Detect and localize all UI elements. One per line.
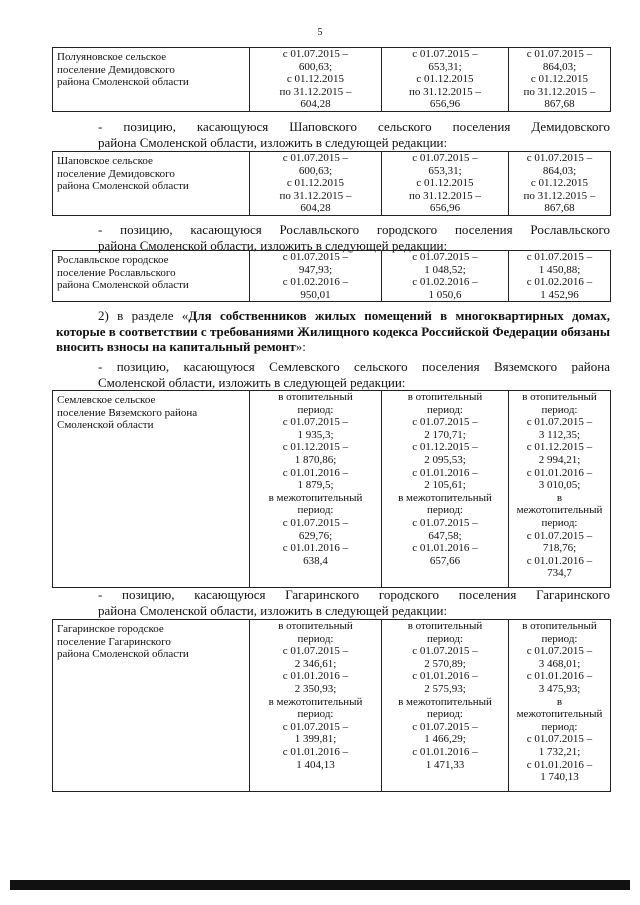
tariff-cell-col2 (382, 391, 509, 588)
tariff-line: 647,58; (428, 529, 462, 542)
tariff-line: в (556, 695, 563, 708)
tariff-cell-col2 (382, 48, 509, 112)
tariff-line: 867,68 (544, 98, 575, 111)
tariff-line: 638,4 (303, 554, 328, 567)
settlement-name-line: района Смоленской области (57, 76, 189, 89)
tariff-line: 1 879,5; (297, 479, 334, 492)
paragraph-line: Смоленской области, изложить в следующей редакции: (98, 374, 406, 390)
tariff-line: с 01.12.2015 (530, 177, 589, 190)
tariff-line: с 01.07.2015 – (526, 733, 593, 746)
settlement-name-line: Полуяновское сельское (57, 51, 167, 63)
tariff-line: 2 575,93; (424, 682, 466, 695)
tariff-line: с 01.01.2016 – (412, 542, 478, 555)
tariff-line: с 01.07.2015 – (282, 720, 349, 733)
tariff-line: с 01.07.2015 – (412, 48, 478, 60)
tariff-line: 1 050,6 (428, 288, 462, 301)
paragraph-line: - позицию, касающуюся Шаповского сельского поселения Демидовского (98, 119, 610, 134)
tariff-line: с 01.01.2016 – (412, 670, 478, 683)
tariff-line: с 01.01.2016 – (282, 745, 349, 758)
tariff-line: с 01.01.2016 – (526, 466, 593, 479)
tariff-line: в межотопительный (398, 491, 492, 504)
tariff-line: 867,68 (544, 202, 575, 215)
tariff-line: с 01.01.2016 – (282, 542, 349, 555)
tariff-line: период: (297, 708, 334, 721)
tariff-line: 2 346,61; (294, 657, 337, 670)
tariff-table-polyanovskoe (52, 47, 611, 112)
tariff-cell-col1 (250, 152, 382, 216)
tariff-line: по 31.12.2015 – (523, 85, 596, 98)
tariff-line: 656,96 (429, 202, 461, 215)
tariff-line: 2 994,21; (538, 453, 581, 466)
tariff-line: 600,63; (298, 164, 333, 177)
page-number: 5 (317, 27, 323, 38)
tariff-line: с 01.01.2016 – (412, 466, 478, 479)
settlement-name-cell (53, 251, 250, 302)
tariff-line: 653,31; (428, 60, 462, 73)
tariff-line: с 01.07.2015 – (282, 516, 349, 529)
paragraph-line: - позицию, касающуюся Рославльского городского поселения Рославльского (98, 222, 610, 237)
settlement-name-line: Семлевское сельское (57, 394, 156, 406)
tariff-line: период: (297, 632, 334, 645)
tariff-line: с 01.02.2016 – (282, 276, 349, 289)
settlement-name-line: Гагаринское городское (57, 623, 164, 635)
tariff-line: 1 450,88; (538, 263, 581, 276)
settlement-name-cell (53, 48, 250, 112)
tariff-line: в межотопительный (398, 695, 492, 708)
tariff-line: период: (427, 403, 463, 416)
settlement-name-cell (53, 152, 250, 216)
tariff-line: межотопительный (516, 504, 603, 517)
tariff-line: с 01.01.2016 – (282, 670, 349, 683)
tariff-line: с 01.12.2015 – (282, 441, 349, 454)
tariff-cell-col1 (250, 391, 382, 588)
tariff-line: с 01.07.2015 – (412, 416, 478, 429)
tariff-cell-col1 (250, 251, 382, 302)
settlement-name-line: поселение Рославльского (57, 266, 176, 279)
tariff-table-roslavlskoe (52, 250, 611, 302)
tariff-line: 656,96 (429, 98, 461, 111)
settlement-name-line: Шаповское сельское (57, 155, 153, 167)
tariff-line: по 31.12.2015 – (279, 189, 352, 202)
tariff-line: 864,03; (542, 60, 577, 73)
tariff-line: с 01.07.2015 – (282, 48, 349, 60)
tariff-line: 2 105,61; (424, 479, 466, 492)
tariff-table-semlevskoe (52, 390, 611, 588)
tariff-line: период: (541, 403, 578, 416)
tariff-line: 3 010,05; (538, 479, 581, 492)
tariff-line: с 01.07.2015 – (282, 152, 349, 164)
tariff-line: в отопительный (522, 391, 597, 403)
tariff-line: в (556, 491, 563, 504)
tariff-line: период: (297, 504, 334, 517)
paragraph-semlevskoe (56, 359, 610, 390)
tariff-line: 604,28 (300, 202, 331, 215)
settlement-name-line: поселение Демидовского (57, 63, 175, 76)
section-prefix: 2) в разделе « (98, 308, 189, 323)
tariff-line: с 01.12.2015 (416, 177, 474, 190)
tariff-line: 1 404,13 (296, 758, 335, 771)
tariff-line: межотопительный (516, 708, 603, 721)
tariff-line: 1 740,13 (540, 771, 579, 784)
tariff-line: 604,28 (300, 98, 331, 111)
tariff-line: 3 112,35; (538, 428, 581, 441)
tariff-line: 657,66 (429, 554, 461, 567)
tariff-line: 1 732,21; (538, 745, 581, 758)
tariff-line: по 31.12.2015 – (279, 85, 352, 98)
tariff-line: период: (427, 632, 463, 645)
tariff-cell-col1 (250, 620, 382, 792)
table-row (53, 251, 611, 302)
tariff-cell-col2 (382, 620, 509, 792)
tariff-line: период: (427, 708, 463, 721)
tariff-line: в отопительный (522, 620, 597, 632)
tariff-line: с 01.07.2015 – (526, 251, 593, 263)
tariff-line: в отопительный (278, 620, 353, 632)
settlement-name-line: района Смоленской области (57, 180, 189, 193)
tariff-line: 600,63; (298, 60, 333, 73)
tariff-line: период: (541, 720, 578, 733)
tariff-line: 2 350,93; (294, 682, 337, 695)
tariff-line: с 01.12.2015 (416, 73, 474, 86)
tariff-line: 1 048,52; (424, 263, 466, 276)
paragraph-gagarinskoe (56, 587, 610, 618)
tariff-line: 1 452,96 (540, 288, 579, 301)
settlement-name-line: поселение Вяземского района (57, 406, 198, 419)
tariff-line: 1 935,3; (297, 428, 334, 441)
tariff-line: с 01.07.2015 – (526, 416, 593, 429)
settlement-name-cell (53, 620, 250, 792)
tariff-line: в межотопительный (268, 491, 363, 504)
section-2-heading (56, 308, 610, 355)
paragraph-line: района Смоленской области, изложить в следующей редакции: (98, 602, 448, 618)
tariff-line: 1 870,86; (294, 453, 337, 466)
tariff-cell-col3 (509, 251, 611, 302)
tariff-line: с 01.07.2015 – (282, 251, 349, 263)
tariff-line: 1 399,81; (294, 733, 337, 746)
tariff-line: с 01.01.2016 – (526, 670, 593, 683)
tariff-line: период: (297, 403, 334, 416)
tariff-table-shapovskoe (52, 151, 611, 216)
tariff-line: в отопительный (407, 620, 483, 632)
tariff-cell-col2 (382, 251, 509, 302)
tariff-line: 2 170,71; (424, 428, 466, 441)
tariff-line: в отопительный (278, 391, 353, 403)
tariff-line: с 01.01.2016 – (526, 554, 593, 567)
settlement-name-line: Смоленской области (57, 419, 154, 432)
settlement-name-line: Рославльское городское (57, 254, 169, 266)
tariff-line: с 01.12.2015 – (412, 441, 478, 454)
settlement-name-line: района Смоленской области (57, 279, 189, 292)
tariff-line: по 31.12.2015 – (409, 85, 481, 98)
tariff-line: период: (541, 516, 578, 529)
settlement-name-cell (53, 391, 250, 588)
tariff-line: с 01.12.2015 (286, 177, 345, 190)
tariff-line: 734,7 (547, 567, 572, 580)
table-row (53, 391, 611, 588)
table-row (53, 152, 611, 216)
tariff-line: с 01.07.2015 – (412, 516, 478, 529)
scan-bottom-border (10, 880, 630, 890)
settlement-name-line: поселение Гагаринского (57, 635, 171, 648)
tariff-line: с 01.12.2015 (530, 73, 589, 86)
tariff-line: с 01.01.2016 – (526, 758, 593, 771)
tariff-line: с 01.12.2015 (286, 73, 345, 86)
tariff-table-gagarinskoe (52, 619, 611, 792)
tariff-line: с 01.07.2015 – (412, 152, 478, 164)
tariff-line: 1 471,33 (425, 758, 465, 771)
paragraph-roslavlskoe (56, 222, 610, 253)
tariff-line: в межотопительный (268, 695, 363, 708)
table-row (53, 48, 611, 112)
paragraph-line: района Смоленской области, изложить в следующей редакции: (98, 237, 448, 253)
tariff-line: с 01.07.2015 – (526, 529, 593, 542)
section-bold-title: Для собственников жилых помещений в многоквартирных домах, которые в соответствии с требованиями Жилищного кодекса Российской Федерации обязаны вносить взносы на капитальный ремонт (56, 308, 610, 354)
tariff-cell-col2 (382, 152, 509, 216)
tariff-line: 864,03; (542, 164, 577, 177)
tariff-line: с 01.02.2016 – (412, 276, 478, 289)
tariff-line: с 01.07.2015 – (282, 416, 349, 429)
tariff-line: 950,01 (300, 288, 331, 301)
paragraph-line: - позицию, касающуюся Семлевского сельского поселения Вяземского района (98, 359, 610, 374)
tariff-line: 3 468,01; (538, 657, 581, 670)
tariff-line: 653,31; (428, 164, 462, 177)
tariff-cell-col3 (509, 152, 611, 216)
tariff-line: период: (427, 504, 463, 517)
tariff-cell-col1 (250, 48, 382, 112)
tariff-line: с 01.07.2015 – (526, 152, 593, 164)
tariff-line: 629,76; (298, 529, 333, 542)
tariff-cell-col3 (509, 391, 611, 588)
tariff-line: период: (541, 632, 578, 645)
tariff-line: по 31.12.2015 – (523, 189, 596, 202)
paragraph-line: - позицию, касающуюся Гагаринского городского поселения Гагаринского (98, 587, 610, 602)
tariff-line: с 01.12.2015 – (526, 441, 593, 454)
tariff-line: 2 095,53; (424, 453, 466, 466)
tariff-line: 718,76; (542, 542, 577, 555)
tariff-line: с 01.07.2015 – (526, 48, 593, 60)
tariff-line: с 01.07.2015 – (412, 720, 478, 733)
tariff-line: с 01.07.2015 – (412, 645, 478, 658)
section-suffix: »: (295, 339, 306, 354)
settlement-name-line: поселение Демидовского (57, 167, 175, 180)
settlement-name-line: района Смоленской области (57, 648, 189, 661)
tariff-line: 3 475,93; (538, 682, 581, 695)
tariff-line: с 01.01.2016 – (412, 745, 478, 758)
paragraph-line: района Смоленской области, изложить в следующей редакции: (98, 134, 448, 150)
tariff-line: по 31.12.2015 – (409, 189, 481, 202)
tariff-line: с 01.07.2015 – (412, 251, 478, 263)
tariff-line: 947,93; (298, 263, 333, 276)
tariff-line: 1 466,29; (424, 733, 466, 746)
table-row (53, 620, 611, 792)
tariff-line: с 01.01.2016 – (282, 466, 349, 479)
tariff-cell-col3 (509, 48, 611, 112)
tariff-cell-col3 (509, 620, 611, 792)
tariff-line: с 01.02.2016 – (526, 276, 593, 289)
tariff-line: с 01.07.2015 – (526, 645, 593, 658)
paragraph-shapovskoe (56, 119, 610, 150)
tariff-line: 2 570,89; (424, 657, 466, 670)
tariff-line: в отопительный (407, 391, 483, 403)
tariff-line: с 01.07.2015 – (282, 645, 349, 658)
